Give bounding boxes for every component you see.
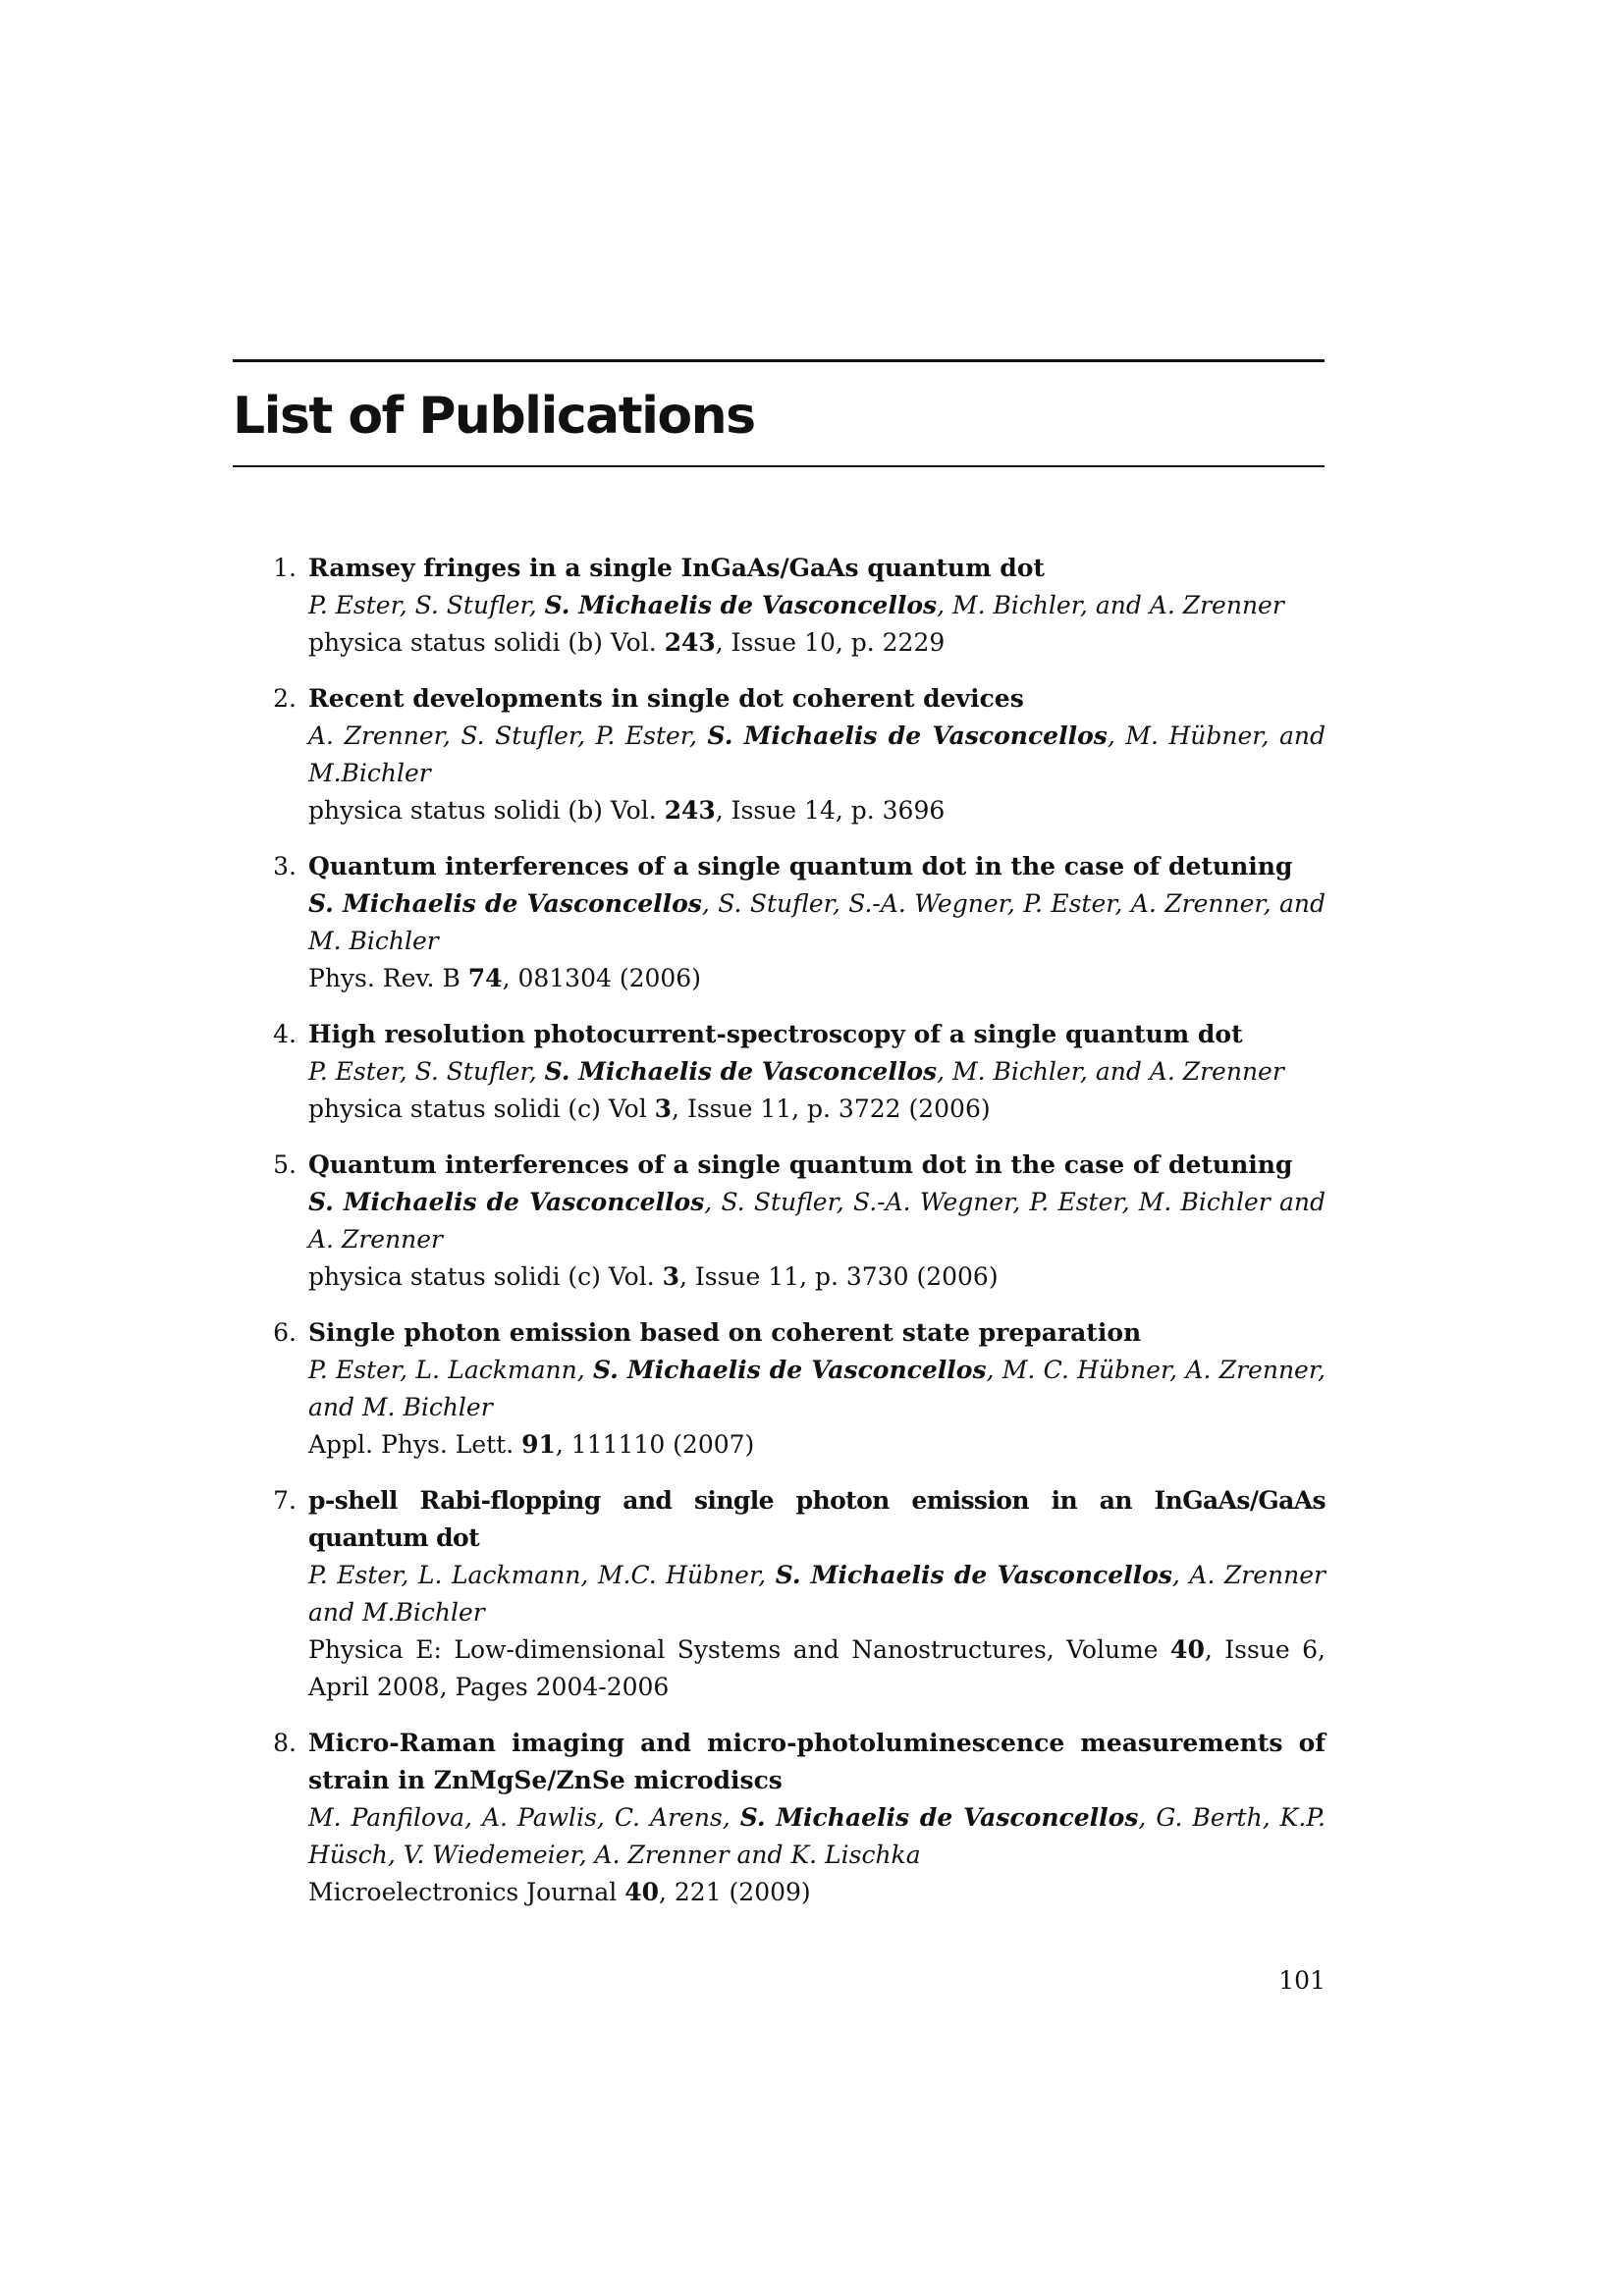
publication-authors: P. Ester, L. Lackmann, M.C. Hübner, S. Michaelis de Vasconcellos, A. Zrenner and M.Bichler [308,1561,1326,1627]
publication-venue: physica status solidi (c) Vol 3, Issue 11, p. 3722 (2006) [308,1095,991,1123]
page-number: 101 [1278,1966,1326,1995]
self-author: S. Michaelis de Vasconcellos [308,889,702,918]
publication-title: Ramsey fringes in a single InGaAs/GaAs quantum dot [308,554,1045,582]
publication-item [0,1147,1326,1296]
self-author: S. Michaelis de Vasconcellos [593,1356,987,1384]
volume-number: 243 [664,796,716,825]
publication-venue: Physica E: Low-dimensional Systems and Nanostructures, Volume 40, Issue 6, April 2008, Pages 2004-2006 [308,1635,1326,1701]
publication-venue: physica status solidi (b) Vol. 243, Issue 10, p. 2229 [308,628,946,657]
self-author: S. Michaelis de Vasconcellos [739,1803,1139,1832]
self-author: S. Michaelis de Vasconcellos [308,1188,705,1216]
publication-title: Single photon emission based on coherent state preparation [308,1318,1142,1347]
publication-list [0,550,1624,1930]
publication-item [0,680,1326,829]
publication-authors: P. Ester, S. Stufler, S. Michaelis de Vasconcellos, M. Bichler, and A. Zrenner [308,1057,1284,1086]
item-number: 8. [273,1729,297,1757]
publication-authors: P. Ester, L. Lackmann, S. Michaelis de Vasconcellos, M. C. Hübner, A. Zrenner, and M. Bichler [308,1356,1326,1421]
self-author: S. Michaelis de Vasconcellos [544,591,938,619]
publication-item [0,550,1326,662]
publication-venue: physica status solidi (c) Vol. 3, Issue 11, p. 3730 (2006) [308,1262,999,1291]
publication-authors: S. Michaelis de Vasconcellos, S. Stufler, S.-A. Wegner, P. Ester, A. Zrenner, and M. Bichler [308,889,1326,955]
publication-authors: S. Michaelis de Vasconcellos, S. Stufler, S.-A. Wegner, P. Ester, M. Bichler and A. Zrenner [308,1188,1326,1254]
volume-number: 243 [664,628,716,657]
publication-authors: A. Zrenner, S. Stufler, P. Ester, S. Michaelis de Vasconcellos, M. Hübner, and M.Bichler [308,721,1326,787]
item-number: 5. [273,1150,297,1179]
volume-number: 3 [654,1095,673,1123]
volume-number: 91 [521,1430,556,1459]
item-number: 3. [273,852,297,881]
publication-title: Quantum interferences of a single quantum dot in the case of detuning [308,1150,1293,1179]
item-number: 6. [273,1318,297,1347]
item-number: 4. [273,1020,297,1048]
top-rule [233,359,1325,362]
volume-number: 40 [1170,1635,1205,1664]
item-number: 1. [273,554,297,582]
publication-item [0,1482,1326,1706]
item-number: 2. [273,684,297,713]
publication-item [0,1016,1326,1128]
volume-number: 40 [624,1878,659,1906]
publication-title: High resolution photocurrent-spectroscopy of a single quantum dot [308,1020,1243,1048]
publication-venue: physica status solidi (b) Vol. 243, Issue 14, p. 3696 [308,796,946,825]
self-author: S. Michaelis de Vasconcellos [544,1057,938,1086]
volume-number: 3 [662,1262,679,1291]
publication-item [0,1725,1326,1911]
title-underline [233,465,1325,467]
publication-authors: P. Ester, S. Stufler, S. Michaelis de Vasconcellos, M. Bichler, and A. Zrenner [308,591,1284,619]
publication-item [0,848,1326,997]
publication-title: Recent developments in single dot coherent devices [308,684,1024,713]
publication-venue: Microelectronics Journal 40, 221 (2009) [308,1878,811,1906]
item-number: 7. [273,1486,297,1515]
publication-venue: Phys. Rev. B 74, 081304 (2006) [308,964,701,992]
self-author: S. Michaelis de Vasconcellos [775,1561,1172,1589]
publication-venue: Appl. Phys. Lett. 91, 111110 (2007) [308,1430,755,1459]
publication-title: p-shell Rabi-flopping and single photon emission in an InGaAs/GaAs quantum dot [308,1486,1326,1552]
volume-number: 74 [467,964,503,992]
publication-title: Micro-Raman imaging and micro-photoluminescence measurements of strain in ZnMgSe/ZnSe microdiscs [308,1729,1326,1794]
self-author: S. Michaelis de Vasconcellos [707,721,1108,750]
publication-title: Quantum interferences of a single quantum dot in the case of detuning [308,852,1293,881]
page-title: List of Publications [233,387,755,446]
publication-item [0,1314,1326,1464]
publication-authors: M. Panfilova, A. Pawlis, C. Arens, S. Michaelis de Vasconcellos, G. Berth, K.P. Hüsch, V. Wiedemeier, A. Zrenner and K. Lischka [308,1803,1326,1869]
